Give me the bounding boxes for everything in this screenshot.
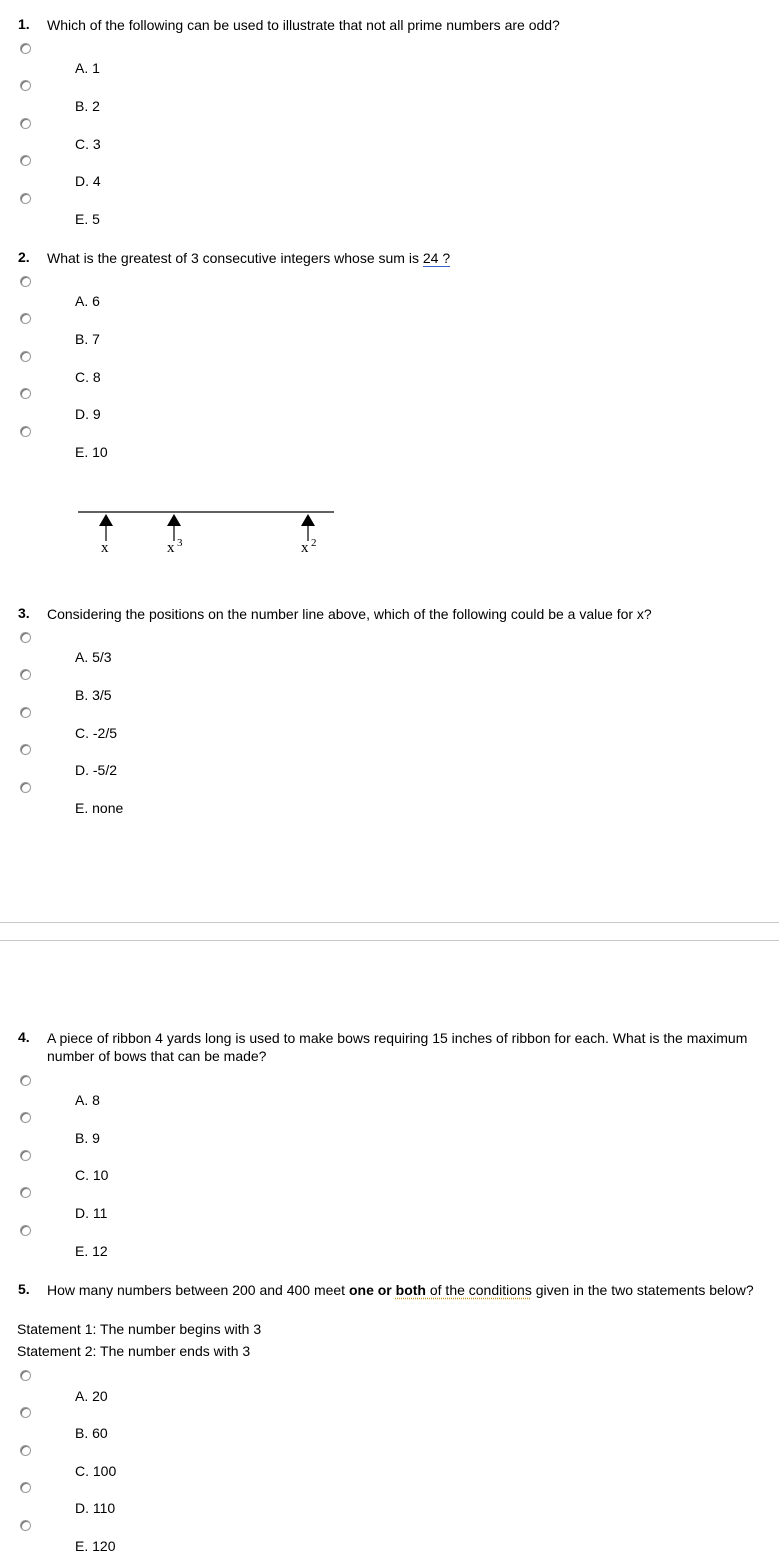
question-4-number: 4. xyxy=(18,1029,30,1045)
q5-text-part1: How many numbers between 200 and 400 meet xyxy=(47,1282,349,1298)
q3-option-d: D. -5/2 xyxy=(75,762,118,778)
q3-option-b: B. 3/5 xyxy=(75,687,112,703)
q1-option-a: A. 1 xyxy=(75,60,100,76)
q1-radio-e[interactable] xyxy=(20,193,31,204)
q3-radio-e[interactable] xyxy=(20,782,31,793)
q3-option-e: E. none xyxy=(75,800,124,816)
q4-radio-a[interactable] xyxy=(20,1075,31,1086)
q5-option-d: D. 110 xyxy=(75,1500,116,1516)
page-divider-bottom xyxy=(0,940,779,941)
q3-option-a: A. 5/3 xyxy=(75,649,112,665)
label-x-squared-exponent: 2 xyxy=(311,537,317,549)
question-2-text-main: What is the greatest of 3 consecutive integers whose sum is xyxy=(47,250,423,266)
q5-radio-b[interactable] xyxy=(20,1407,31,1418)
q5-option-c: C. 100 xyxy=(75,1463,117,1479)
q5-radio-a[interactable] xyxy=(20,1370,31,1381)
q2-radio-a[interactable] xyxy=(20,276,31,287)
q4-option-d: D. 11 xyxy=(75,1205,108,1221)
q4-radio-d[interactable] xyxy=(20,1187,31,1198)
marker-x xyxy=(99,514,113,541)
q5-text-bold-one-or: one or xyxy=(348,1282,396,1298)
label-x-cubed-exponent: 3 xyxy=(177,537,183,549)
q2-radio-b[interactable] xyxy=(20,313,31,324)
q2-option-d: D. 9 xyxy=(75,406,101,422)
q1-option-c: C. 3 xyxy=(75,136,101,152)
q2-option-c: C. 8 xyxy=(75,369,101,385)
q2-radio-e[interactable] xyxy=(20,426,31,437)
q3-radio-b[interactable] xyxy=(20,669,31,680)
q1-option-b: B. 2 xyxy=(75,98,100,114)
q4-radio-b[interactable] xyxy=(20,1112,31,1123)
statement-1: Statement 1: The number begins with 3 xyxy=(17,1321,262,1337)
question-5-text xyxy=(47,1281,767,1299)
question-3-text: Considering the positions on the number line above, which of the following could be a value for x? xyxy=(47,606,652,622)
q5-text-bold-both: both xyxy=(395,1282,426,1298)
question-2-number: 2. xyxy=(18,249,30,265)
q5-radio-c[interactable] xyxy=(20,1445,31,1456)
q5-option-b: B. 60 xyxy=(75,1425,108,1441)
question-4-text: A piece of ribbon 4 yards long is used to make bows requiring 15 inches of ribbon for each. What is the maximum number of bows that can be made? xyxy=(47,1030,748,1064)
question-1-number: 1. xyxy=(18,16,30,32)
q4-radio-e[interactable] xyxy=(20,1225,31,1236)
q1-radio-c[interactable] xyxy=(20,118,31,129)
q4-option-e: E. 12 xyxy=(75,1243,108,1259)
q5-text-conditions: of the conditions xyxy=(425,1282,532,1298)
q5-option-e: E. 120 xyxy=(75,1538,116,1554)
question-2-sum-link[interactable]: 24 ? xyxy=(422,250,451,266)
q4-radio-c[interactable] xyxy=(20,1150,31,1161)
q2-radio-c[interactable] xyxy=(20,351,31,362)
q2-option-b: B. 7 xyxy=(75,331,100,347)
q5-option-a: A. 20 xyxy=(75,1388,108,1404)
question-5-number: 5. xyxy=(18,1281,30,1297)
q1-radio-b[interactable] xyxy=(20,80,31,91)
question-1-text: Which of the following can be used to illustrate that not all prime numbers are odd? xyxy=(47,17,560,33)
q5-text-part2: given in the two statements below? xyxy=(531,1282,754,1298)
q2-option-e: E. 10 xyxy=(75,444,108,460)
question-2-text xyxy=(47,249,450,267)
label-x-squared-base: x xyxy=(301,540,309,556)
q2-radio-d[interactable] xyxy=(20,388,31,399)
q3-radio-a[interactable] xyxy=(20,632,31,643)
q4-option-c: C. 10 xyxy=(75,1167,109,1183)
question-3-number: 3. xyxy=(18,605,30,621)
q3-radio-c[interactable] xyxy=(20,707,31,718)
q1-radio-a[interactable] xyxy=(20,43,31,54)
q4-option-a: A. 8 xyxy=(75,1092,100,1108)
q5-radio-d[interactable] xyxy=(20,1482,31,1493)
q5-radio-e[interactable] xyxy=(20,1520,31,1531)
q1-radio-d[interactable] xyxy=(20,155,31,166)
q1-option-e: E. 5 xyxy=(75,211,100,227)
q3-option-c: C. -2/5 xyxy=(75,725,118,741)
number-line-figure xyxy=(75,505,340,560)
label-x: x xyxy=(101,540,109,556)
q4-option-b: B. 9 xyxy=(75,1130,100,1146)
q1-option-d: D. 4 xyxy=(75,173,101,189)
q2-option-a: A. 6 xyxy=(75,293,100,309)
statement-2: Statement 2: The number ends with 3 xyxy=(17,1343,251,1359)
label-x-cubed-base: x xyxy=(167,540,175,556)
page-divider-top xyxy=(0,922,779,923)
q3-radio-d[interactable] xyxy=(20,744,31,755)
